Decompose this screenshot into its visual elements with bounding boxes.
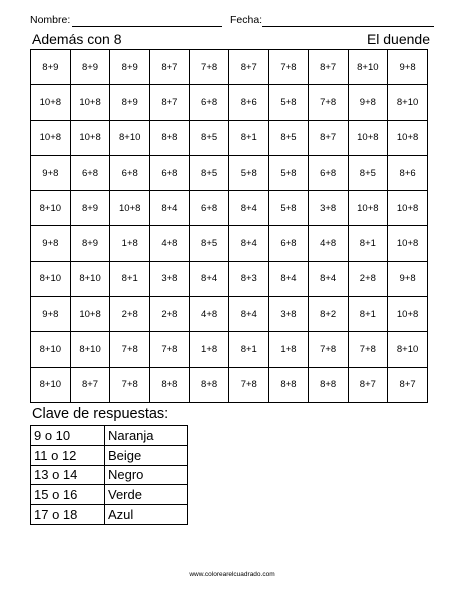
picture-name: El duende xyxy=(366,31,430,47)
grid-cell: 8+8 xyxy=(189,367,229,402)
key-color: Beige xyxy=(105,445,188,465)
grid-cell: 8+10 xyxy=(70,332,110,367)
grid-cell: 1+8 xyxy=(110,226,150,261)
key-range: 15 o 16 xyxy=(31,485,105,505)
grid-cell: 10+8 xyxy=(31,85,71,120)
grid-cell: 5+8 xyxy=(269,191,309,226)
grid-cell: 7+8 xyxy=(229,367,269,402)
grid-cell: 8+5 xyxy=(348,155,388,190)
grid-cell: 8+6 xyxy=(229,85,269,120)
key-range: 13 o 14 xyxy=(31,465,105,485)
grid-cell: 8+4 xyxy=(229,191,269,226)
grid-cell: 8+9 xyxy=(70,50,110,85)
grid-cell: 8+2 xyxy=(308,297,348,332)
grid-cell: 9+8 xyxy=(348,85,388,120)
grid-cell: 9+8 xyxy=(388,50,428,85)
grid-cell: 8+7 xyxy=(150,85,190,120)
grid-cell: 6+8 xyxy=(150,155,190,190)
grid-cell: 3+8 xyxy=(150,261,190,296)
grid-cell: 5+8 xyxy=(269,85,309,120)
grid-cell: 8+7 xyxy=(388,367,428,402)
grid-cell: 8+10 xyxy=(31,332,71,367)
grid-cell: 10+8 xyxy=(70,120,110,155)
grid-row xyxy=(31,226,428,261)
grid-cell: 10+8 xyxy=(31,120,71,155)
grid-cell: 10+8 xyxy=(70,85,110,120)
grid-cell: 8+7 xyxy=(229,50,269,85)
grid-cell: 7+8 xyxy=(110,367,150,402)
grid-cell: 2+8 xyxy=(110,297,150,332)
grid-cell: 7+8 xyxy=(269,50,309,85)
grid-cell: 8+1 xyxy=(348,297,388,332)
grid-cell: 8+1 xyxy=(110,261,150,296)
grid-cell: 8+5 xyxy=(189,120,229,155)
grid-cell: 8+10 xyxy=(110,120,150,155)
grid-cell: 8+4 xyxy=(269,261,309,296)
answer-key-title: Clave de respuestas: xyxy=(32,406,169,422)
grid-cell: 8+8 xyxy=(150,367,190,402)
grid-cell: 10+8 xyxy=(70,297,110,332)
grid-cell: 3+8 xyxy=(308,191,348,226)
grid-cell: 8+8 xyxy=(150,120,190,155)
key-row xyxy=(31,485,188,505)
grid-cell: 9+8 xyxy=(31,297,71,332)
grid-cell: 8+7 xyxy=(308,120,348,155)
grid-cell: 5+8 xyxy=(229,155,269,190)
grid-row xyxy=(31,50,428,85)
grid-cell: 8+9 xyxy=(110,50,150,85)
grid-cell: 10+8 xyxy=(110,191,150,226)
grid-cell: 1+8 xyxy=(269,332,309,367)
grid-cell: 4+8 xyxy=(189,297,229,332)
grid-cell: 8+9 xyxy=(70,191,110,226)
grid-cell: 8+3 xyxy=(229,261,269,296)
grid-cell: 10+8 xyxy=(388,191,428,226)
name-label: Nombre: xyxy=(30,14,71,26)
grid-cell: 7+8 xyxy=(189,50,229,85)
grid-cell: 4+8 xyxy=(308,226,348,261)
grid-row xyxy=(31,297,428,332)
grid-cell: 2+8 xyxy=(150,297,190,332)
grid-cell: 10+8 xyxy=(388,120,428,155)
grid-cell: 10+8 xyxy=(348,191,388,226)
grid-cell: 8+1 xyxy=(229,332,269,367)
grid-cell: 5+8 xyxy=(269,155,309,190)
grid-cell: 6+8 xyxy=(110,155,150,190)
grid-cell: 8+1 xyxy=(229,120,269,155)
grid-row xyxy=(31,155,428,190)
problem-grid xyxy=(30,49,428,403)
grid-cell: 9+8 xyxy=(31,226,71,261)
grid-cell: 8+9 xyxy=(31,50,71,85)
grid-cell: 8+4 xyxy=(189,261,229,296)
grid-cell: 4+8 xyxy=(150,226,190,261)
grid-cell: 8+9 xyxy=(110,85,150,120)
grid-row xyxy=(31,332,428,367)
grid-cell: 6+8 xyxy=(308,155,348,190)
grid-cell: 8+7 xyxy=(70,367,110,402)
grid-cell: 6+8 xyxy=(70,155,110,190)
grid-cell: 8+4 xyxy=(308,261,348,296)
grid-cell: 9+8 xyxy=(31,155,71,190)
grid-cell: 8+5 xyxy=(269,120,309,155)
grid-cell: 10+8 xyxy=(348,120,388,155)
title-row xyxy=(32,31,430,49)
grid-cell: 3+8 xyxy=(269,297,309,332)
grid-cell: 7+8 xyxy=(150,332,190,367)
grid-cell: 8+10 xyxy=(70,261,110,296)
grid-row xyxy=(31,261,428,296)
grid-cell: 8+10 xyxy=(31,191,71,226)
grid-cell: 8+10 xyxy=(31,261,71,296)
worksheet-header xyxy=(30,12,434,30)
grid-cell: 8+1 xyxy=(348,226,388,261)
answer-key-table xyxy=(30,425,188,525)
grid-row xyxy=(31,191,428,226)
grid-cell: 7+8 xyxy=(110,332,150,367)
grid-cell: 6+8 xyxy=(269,226,309,261)
key-color: Negro xyxy=(105,465,188,485)
grid-cell: 8+10 xyxy=(388,85,428,120)
grid-cell: 8+4 xyxy=(229,226,269,261)
grid-cell: 7+8 xyxy=(348,332,388,367)
key-row xyxy=(31,505,188,525)
grid-cell: 8+5 xyxy=(189,226,229,261)
grid-row xyxy=(31,367,428,402)
key-color: Verde xyxy=(105,485,188,505)
grid-cell: 10+8 xyxy=(388,297,428,332)
worksheet-title: Además con 8 xyxy=(32,31,122,47)
grid-cell: 1+8 xyxy=(189,332,229,367)
grid-cell: 8+7 xyxy=(308,50,348,85)
grid-cell: 8+7 xyxy=(348,367,388,402)
key-range: 17 o 18 xyxy=(31,505,105,525)
grid-row xyxy=(31,85,428,120)
key-row xyxy=(31,426,188,446)
grid-cell: 7+8 xyxy=(308,85,348,120)
grid-cell: 8+6 xyxy=(388,155,428,190)
date-line xyxy=(262,26,434,27)
grid-cell: 8+10 xyxy=(388,332,428,367)
grid-cell: 7+8 xyxy=(308,332,348,367)
key-color: Azul xyxy=(105,505,188,525)
key-range: 9 o 10 xyxy=(31,426,105,446)
footer-url: www.colorearelcuadrado.com xyxy=(189,571,275,578)
grid-cell: 8+8 xyxy=(308,367,348,402)
grid-cell: 8+10 xyxy=(348,50,388,85)
grid-cell: 8+5 xyxy=(189,155,229,190)
key-color: Naranja xyxy=(105,426,188,446)
grid-cell: 8+10 xyxy=(31,367,71,402)
grid-cell: 6+8 xyxy=(189,191,229,226)
grid-cell: 8+8 xyxy=(269,367,309,402)
key-row xyxy=(31,465,188,485)
name-line xyxy=(72,26,222,27)
grid-cell: 8+4 xyxy=(150,191,190,226)
key-row xyxy=(31,445,188,465)
grid-cell: 8+4 xyxy=(229,297,269,332)
grid-cell: 6+8 xyxy=(189,85,229,120)
grid-row xyxy=(31,120,428,155)
grid-cell: 2+8 xyxy=(348,261,388,296)
grid-cell: 8+7 xyxy=(150,50,190,85)
grid-cell: 9+8 xyxy=(388,261,428,296)
date-label: Fecha: xyxy=(230,14,263,26)
grid-cell: 8+9 xyxy=(70,226,110,261)
grid-cell: 10+8 xyxy=(388,226,428,261)
key-range: 11 o 12 xyxy=(31,445,105,465)
